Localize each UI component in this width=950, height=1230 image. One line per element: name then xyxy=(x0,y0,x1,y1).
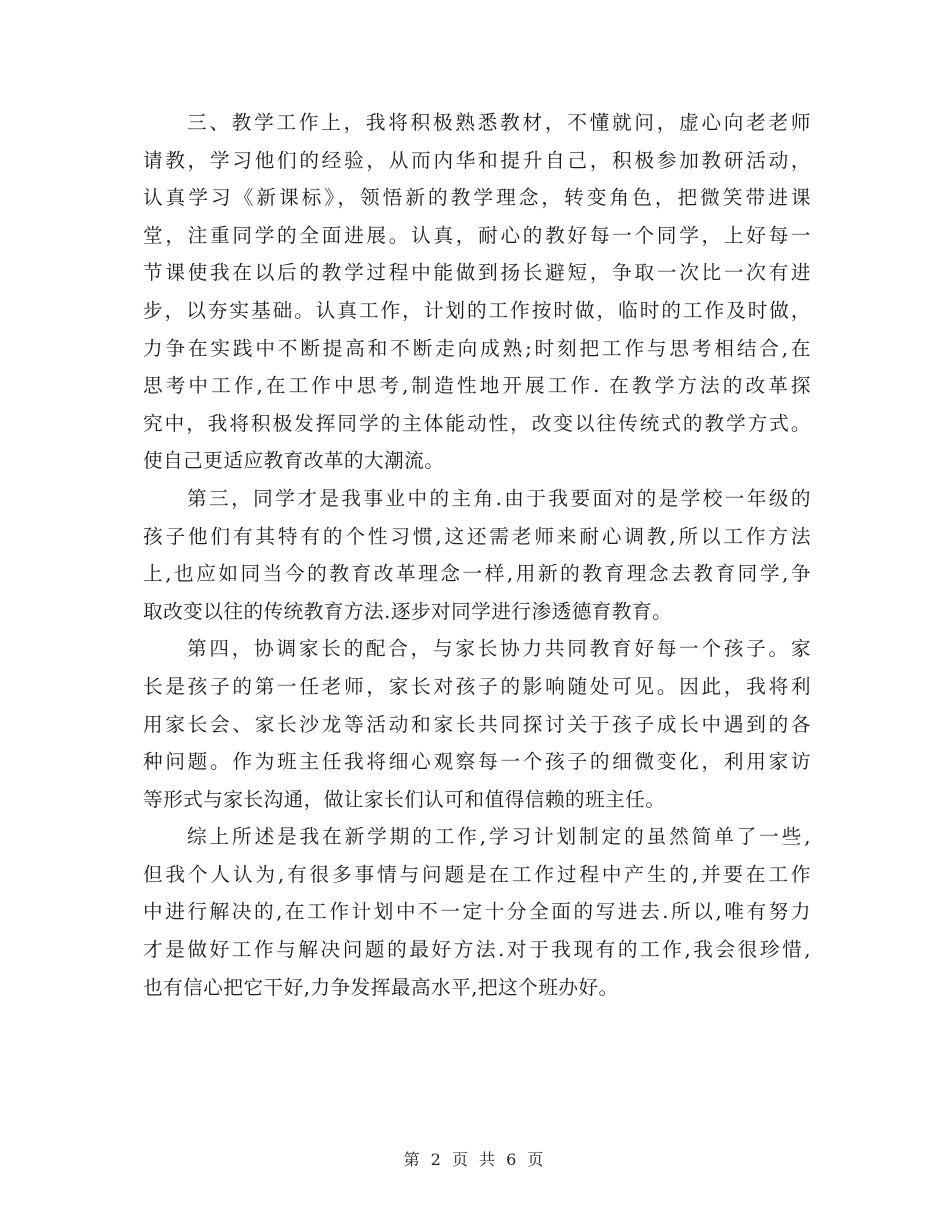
paragraph-line: 综上所述是我在新学期的工作,学习计划制定的虽然简单了一些, xyxy=(187,825,811,849)
paragraph-line: 中进行解决的,在工作计划中不一定十分全面的写进去.所以,唯有努力 xyxy=(143,900,811,924)
paragraph-line: 上,也应如同当今的教育改革理念一样,用新的教育理念去教育同学,争 xyxy=(143,562,811,586)
paragraph-line: 认真学习《新课标》，领悟新的教学理念，转变角色，把微笑带进课 xyxy=(143,186,811,210)
paragraph-line: 也有信心把它干好,力争发挥最高水平,把这个班办好。 xyxy=(143,975,619,999)
paragraph-line: 堂，注重同学的全面进展。认真，耐心的教好每一个同学，上好每一 xyxy=(143,223,811,247)
paragraph-line: 步，以夯实基础。认真工作，计划的工作按时做，临时的工作及时做， xyxy=(143,298,811,322)
paragraph-line: 力争在实践中不断提高和不断走向成熟;时刻把工作与思考相结合,在 xyxy=(143,336,811,360)
paragraph-line: 取改变以往的传统教育方法.逐步对同学进行渗透德育教育。 xyxy=(143,599,673,623)
paragraph-line: 才是做好工作与解决问题的最好方法.对于我现有的工作,我会很珍惜, xyxy=(143,938,811,962)
paragraph-line: 节课使我在以后的教学过程中能做到扬长避短，争取一次比一次有进 xyxy=(143,261,811,285)
paragraph-line: 用家长会、家长沙龙等活动和家长共同探讨关于孩子成长中遇到的各 xyxy=(143,712,811,736)
paragraph-line: 第三，同学才是我事业中的主角.由于我要面对的是学校一年级的 xyxy=(187,486,811,510)
paragraph-line: 究中，我将积极发挥同学的主体能动性，改变以往传统式的教学方式。 xyxy=(143,411,811,435)
paragraph-line: 等形式与家长沟通，做让家长们认可和值得信赖的班主任。 xyxy=(143,787,666,811)
paragraph-line: 长是孩子的第一任老师，家长对孩子的影响随处可见。因此，我将利 xyxy=(143,674,811,698)
document-body xyxy=(143,104,811,1006)
paragraph-line: 第四，协调家长的配合，与家长协力共同教育好每一个孩子。家 xyxy=(187,637,811,661)
paragraph-line: 种问题。作为班主任我将细心观察每一个孩子的细微变化，利用家访 xyxy=(143,750,811,774)
paragraph-line: 但我个人认为,有很多事情与问题是在工作过程中产生的,并要在工作 xyxy=(143,862,811,886)
paragraph-line: 孩子他们有其特有的个性习惯,这还需老师来耐心调教,所以工作方法 xyxy=(143,524,811,548)
page-number: 第 2 页 共 6 页 xyxy=(403,1150,547,1169)
paragraph-line: 请教，学习他们的经验，从而内华和提升自己，积极参加教研活动， xyxy=(143,148,811,172)
paragraph-line: 思考中工作,在工作中思考,制造性地开展工作. 在教学方法的改革探 xyxy=(143,374,811,398)
paragraph-line: 三、教学工作上，我将积极熟悉教材，不懂就问，虚心向老老师 xyxy=(187,111,811,134)
paragraph-line: 使自己更适应教育改革的大潮流。 xyxy=(143,449,445,473)
